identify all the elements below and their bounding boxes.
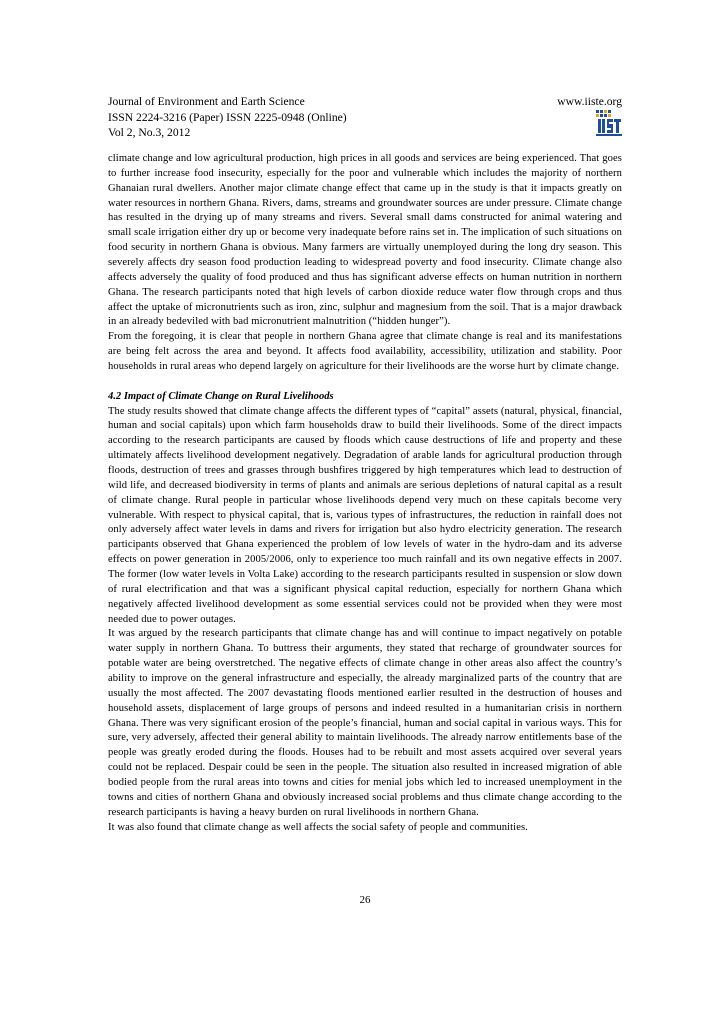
page-number: 26 xyxy=(359,894,371,906)
iiste-logo xyxy=(596,110,622,138)
body-paragraph: climate change and low agricultural production, high prices in all goods and services are being experienced. That goes to further increase food insecurity, especially for the poor and vulnerable which includes the majority of northern Ghanaian rural dwellers. Another major climate change effect that came up in the study is that it impacts greatly on water resources in northern Ghana. Rivers, dams, streams and groundwater sources are under pressure. Climate change has resulted in the drying up of many streams and rivers. Several small dams constructed for animal watering and small scale irrigation either dry up or become very inadequate before rains set in. The implication of such situations on food security in northern Ghana is obvious. Many farmers are virtually unemployed during the long dry season. This severely affects dry season food production leading to widespread poverty and food insecurity. Climate change also affects adversely the quality of food produced and thus has significant adverse effects on human nutrition in northern Ghana. The research participants noted that high levels of carbon dioxide reduce water flow through crops and thus affect the uptake of micronutrients such as iron, zinc, sulphur and magnesium from the soil. That is a major drawback in an already bedeviled with bad micronutrient malnutrition (“hidden hunger”). xyxy=(108,153,622,328)
issn-line: ISSN 2224-3216 (Paper) ISSN 2225-0948 (Online) xyxy=(108,110,347,124)
body-paragraph: It was argued by the research participants that climate change has and will continue to impact negatively on potable water supply in northern Ghana. To buttress their arguments, they stated that recharge of groundwater sources for potable water are being overstretched. The negative effects of climate change in other areas also affect the country’s ability to improve on the general infrastructure and especially, the already marginalized parts of the country that are usually the most affected. The 2007 devastating floods mentioned earlier resulted in the destruction of houses and household assets, displacement of large groups of persons and indeed resulted in a humanitarian crisis in northern Ghana. There was very significant erosion of the people’s financial, human and social capital in various ways. This for sure, very adversely, affected their general ability to maintain livelihoods. The already narrow entitlements base of the people was greatly eroded during the floods. Houses had to be rebuilt and most assets acquired over several years could not be replaced. Despair could be seen in the people. The situation also resulted in increased migration of able bodied people from the rural areas into towns and cities for menial jobs which led to increased unemployment in the towns and cities of northern Ghana and obviously increased social problems and thus climate change according to the research participants is having a heavy burden on rural livelihoods in northern Ghana. xyxy=(108,628,622,818)
volume-line: Vol 2, No.3, 2012 xyxy=(108,126,191,139)
body-paragraph: The study results showed that climate change affects the different types of “capital” assets (natural, physical, financial, human and social capitals) upon which farm households draw to build their livelihoods. Some of the direct impacts according to the research participants are caused by floods which cause destructions of life and property and these ultimately affects livelihood development negatively. Degradation of arable lands for agricultural production through floods, destruction of trees and grasses through bushfires triggered by high temperatures which lead to destruction of wild life, and decreased biodiversity in terms of plants and animals are serious depletions of natural capital as a result of climate change. Rural people in particular whose livelihoods depend very much on these capitals become very vulnerable. With respect to physical capital, that is, various types of infrastructures, the reduction in rainfall does not only adversely affect water levels in dams and rivers for irrigation but also hydro electricity generation. The research participants observed that Ghana experienced the problem of low levels of water in the hydro-dam and its adverse effects on power generation in 2005/2006, only to experience too much rainfall and its own negative effects in 2007. The former (low water levels in Volta Lake) according to the research participants resulted in suspension or slow down of rural electrification and that was a significant physical capital reduction, especially for northern Ghana which negatively affected livelihood development as some essential services could not be provided when they were most needed due to power outages. xyxy=(108,405,622,625)
body-paragraph: It was also found that climate change as well affects the social safety of people and communities. xyxy=(108,821,528,833)
journal-header xyxy=(108,94,622,144)
journal-title: Journal of Environment and Earth Science xyxy=(108,95,305,108)
article-body xyxy=(108,152,622,835)
paragraph-gap xyxy=(108,375,622,390)
journal-url-link[interactable]: www.iiste.org xyxy=(557,95,622,108)
section-heading: 4.2 Impact of Climate Change on Rural Livelihoods xyxy=(108,390,334,402)
body-paragraph: From the foregoing, it is clear that people in northern Ghana agree that climate change is real and its manifestations are being felt across the area and beyond. It affects food availability, accessibility, utilization and stability. Poor households in rural areas who depend largely on agriculture for their livelihoods are the worse hurt by climate change. xyxy=(108,331,622,373)
